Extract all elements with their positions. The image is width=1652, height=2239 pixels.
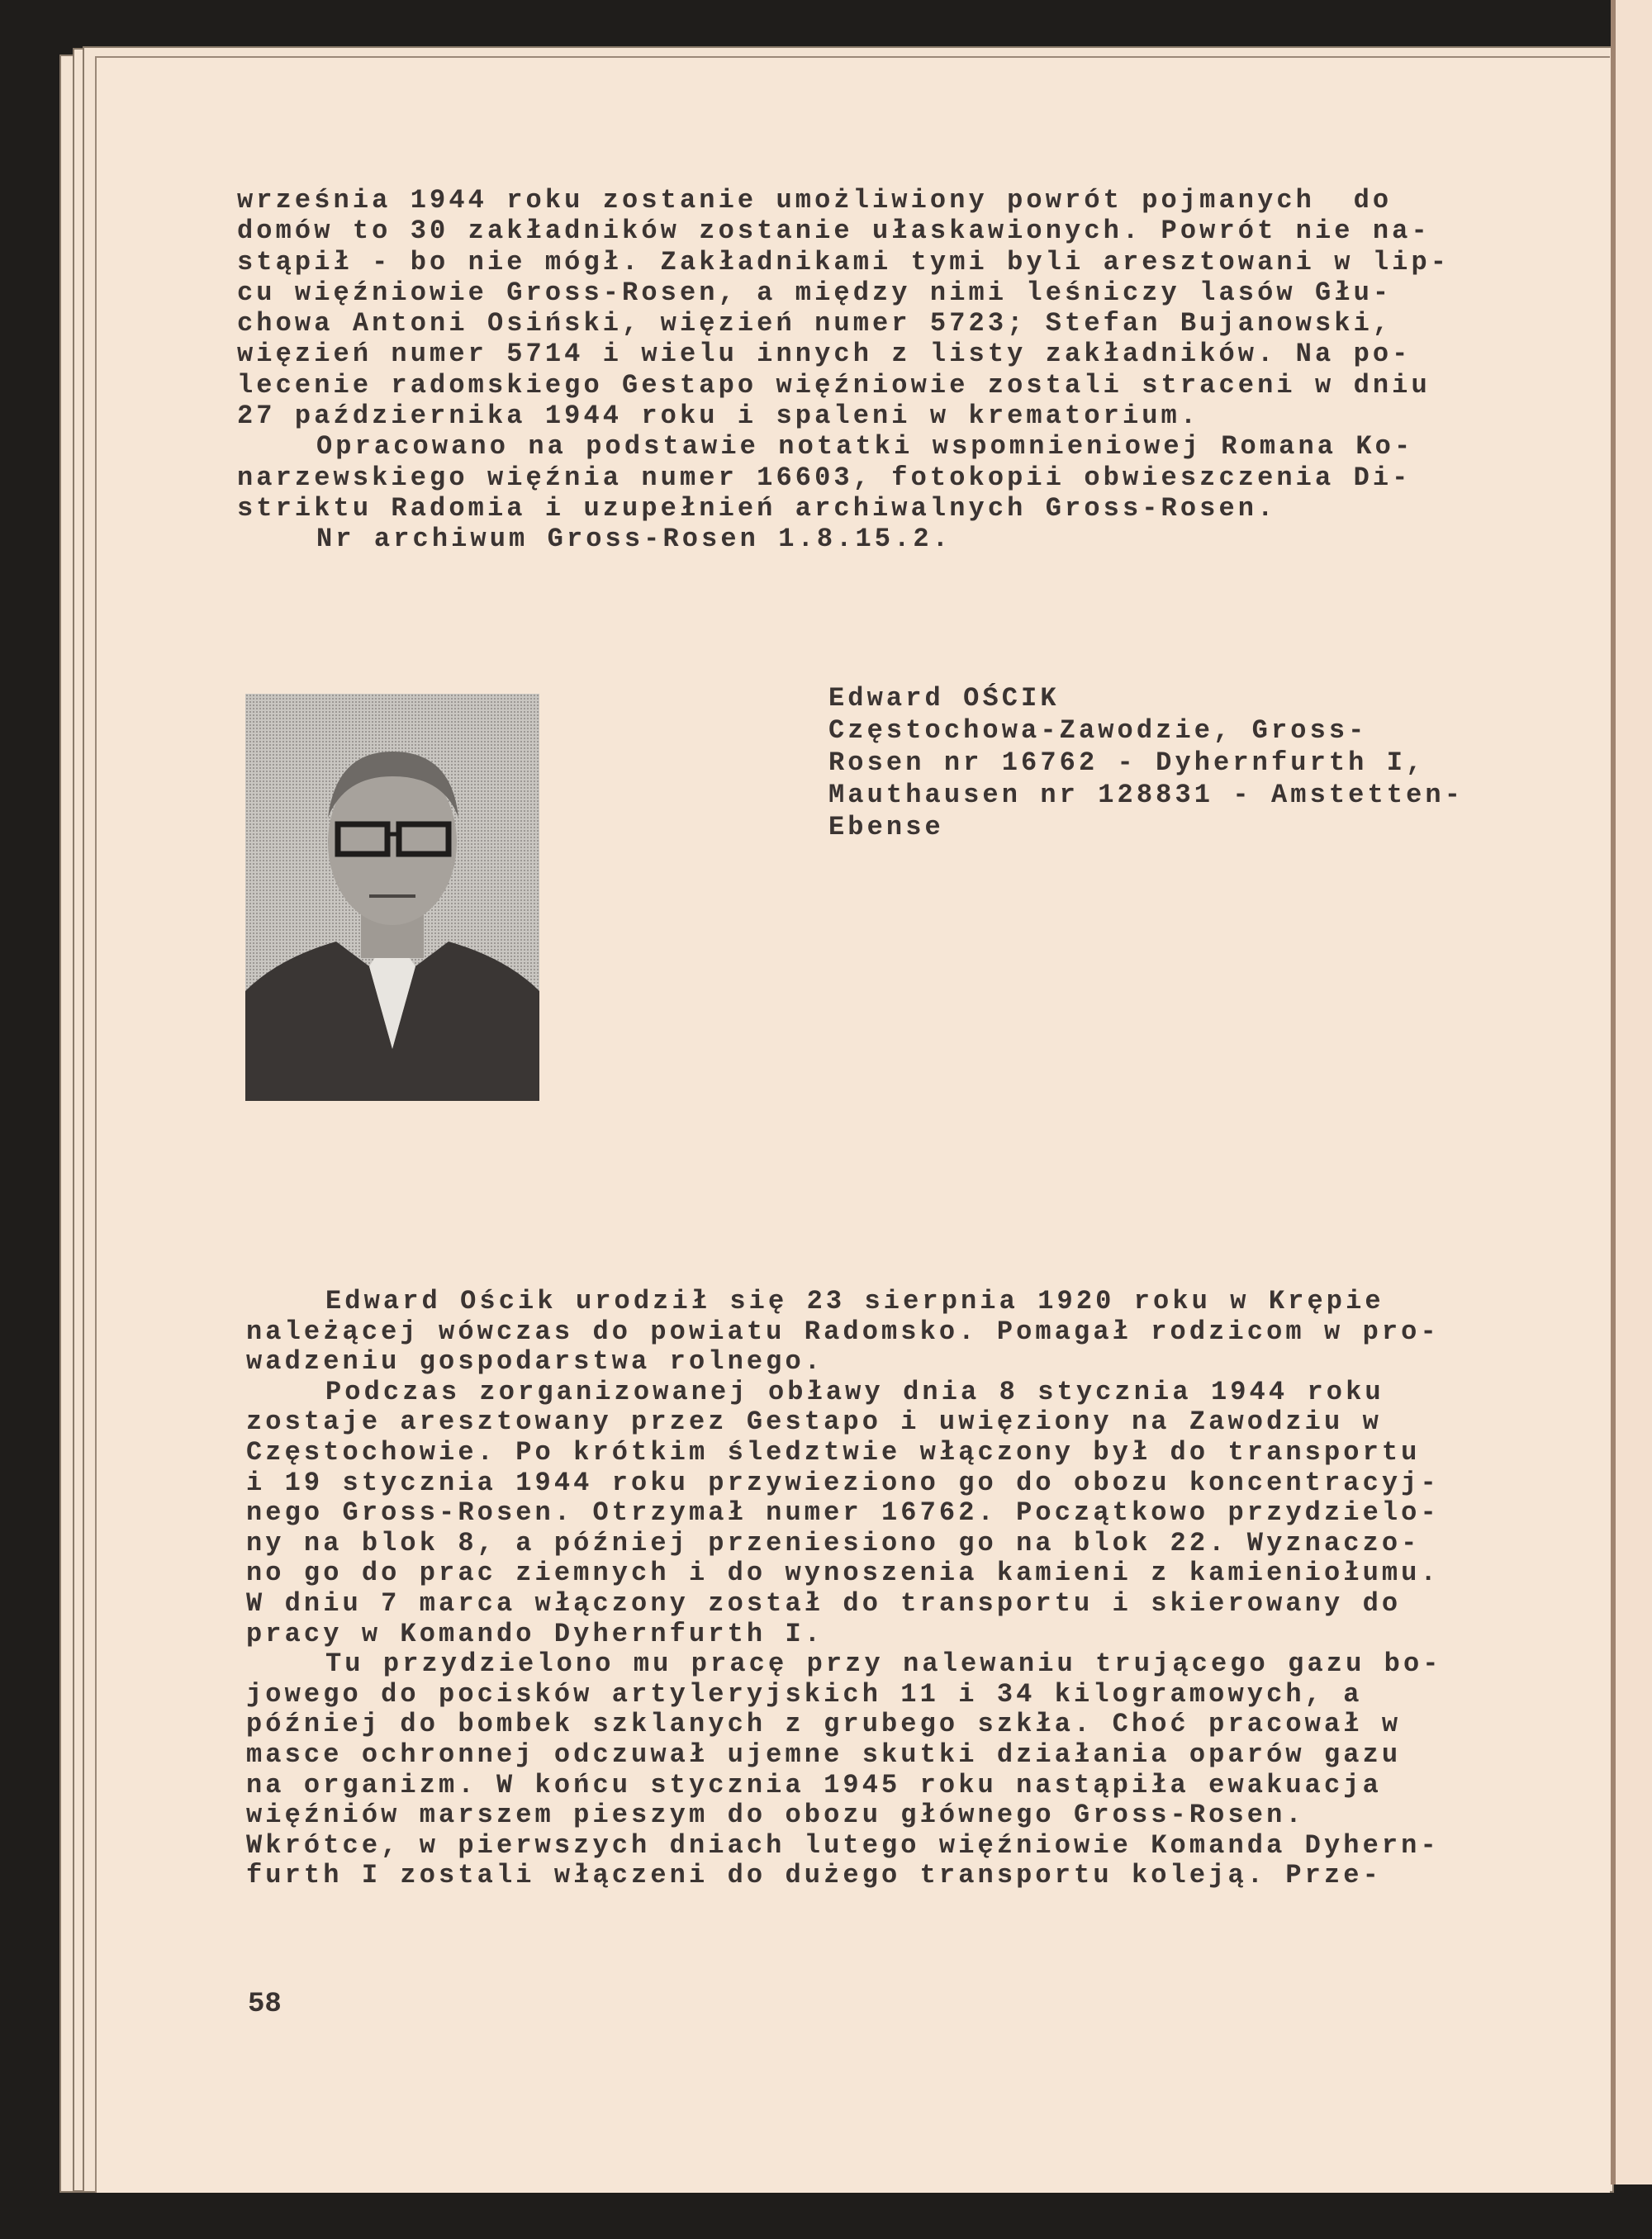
text-line: Tu przydzielono mu pracę przy nalewaniu trującego gazu bo- — [325, 1648, 1442, 1680]
portrait-photo — [245, 694, 539, 1101]
text-line: 27 października 1944 roku i spaleni w krematorium. — [237, 401, 1200, 432]
caption-line: Ebense — [828, 812, 944, 842]
caption-first-name: Edward — [828, 683, 944, 714]
text-line: no go do prac ziemnych i do wynoszenia kamieni z kamieniołumu. — [246, 1558, 1440, 1589]
text-line: pracy w Komando Dyhernfurth I. — [246, 1618, 824, 1649]
text-line: zostaje aresztowany przez Gestapo i uwięziony na Zawodziu w — [246, 1406, 1382, 1438]
caption-line: Mauthausen nr 128831 - Amstetten- — [828, 780, 1464, 810]
text-line: na organizm. W końcu stycznia 1945 roku nastąpiła ewakuacja — [246, 1769, 1382, 1800]
text-line: wadzeniu gospodarstwa rolnego. — [246, 1346, 824, 1378]
text-line: jowego do pocisków artyleryjskich 11 i 34 kilogramowych, a — [246, 1678, 1363, 1710]
facing-page-edge — [1611, 0, 1652, 2184]
text-line: masce ochronnej odczuwał ujemne skutki działania oparów gazu — [246, 1739, 1402, 1770]
text-line: Edward Ościk urodził się 23 sierpnia 1920 roku w Krępie — [325, 1286, 1384, 1316]
text-line: chowa Antoni Osiński, więzień numer 5723; Stefan Bujanowski, — [237, 308, 1393, 339]
page-number: 58 — [248, 1989, 282, 2020]
text-line: więzień numer 5714 i wielu innych z listy zakładników. Na po- — [237, 339, 1412, 370]
caption-line: Rosen nr 16762 - Dyhernfurth I, — [828, 747, 1426, 778]
text-line: striktu Radomia i uzupełnień archiwalnych Gross-Rosen. — [237, 492, 1277, 524]
text-line: i 19 stycznia 1944 roku przywieziono go do obozu koncentracyj- — [246, 1467, 1440, 1498]
text-line: lecenie radomskiego Gestapo więźniowie zostali straceni w dniu — [237, 369, 1431, 401]
text-line: Podczas zorganizowanej obławy dnia 8 stycznia 1944 roku — [325, 1376, 1384, 1407]
text-line: Nr archiwum Gross-Rosen 1.8.15.2. — [316, 524, 952, 555]
text-line: furth I zostali włączeni do dużego transportu koleją. Prze- — [246, 1860, 1382, 1891]
text-line: cu więźniowie Gross-Rosen, a między nimi leśniczy lasów Głu- — [237, 277, 1393, 308]
text-line: domów to 30 zakładników zostanie ułaskawionych. Powrót nie na- — [237, 216, 1431, 247]
text-line: Wkrótce, w pierwszych dniach lutego więźniowie Komanda Dyhern- — [246, 1829, 1440, 1861]
text-line: nego Gross-Rosen. Otrzymał numer 16762. Początkowo przydzielo- — [246, 1497, 1440, 1529]
top-paragraph — [237, 185, 1450, 555]
caption-name — [828, 682, 1464, 714]
text-line: września 1944 roku zostanie umożliwiony powrót pojmanych do — [237, 185, 1393, 216]
text-line: narzewskiego więźnia numer 16603, fotokopii obwieszczenia Di- — [237, 462, 1412, 493]
portrait-image — [245, 694, 539, 1101]
text-line: później do bombek szklanych z grubego szkła. Choć pracował w — [246, 1709, 1402, 1740]
caption-line: Częstochowa-Zawodzie, Gross- — [828, 715, 1368, 746]
photo-caption — [828, 682, 1464, 843]
text-line: Częstochowie. Po krótkim śledztwie włączony był do transportu — [246, 1436, 1421, 1468]
text-line: stąpił - bo nie mógł. Zakładnikami tymi byli aresztowani w lip- — [237, 246, 1450, 278]
body-paragraphs — [246, 1287, 1442, 1891]
text-line: należącej wówczas do powiatu Radomsko. Pomagał rodzicom w pro- — [246, 1316, 1440, 1347]
text-line: Opracowano na podstawie notatki wspomnieniowej Romana Ko- — [316, 431, 1414, 463]
text-line: ny na blok 8, a później przeniesiono go na blok 22. Wyznaczo- — [246, 1527, 1421, 1558]
caption-last-name: OŚCIK — [963, 683, 1060, 714]
text-line: więźniów marszem pieszym do obozu głównego Gross-Rosen. — [246, 1800, 1305, 1831]
text-line: W dniu 7 marca włączony został do transportu i skierowany do — [246, 1587, 1402, 1619]
